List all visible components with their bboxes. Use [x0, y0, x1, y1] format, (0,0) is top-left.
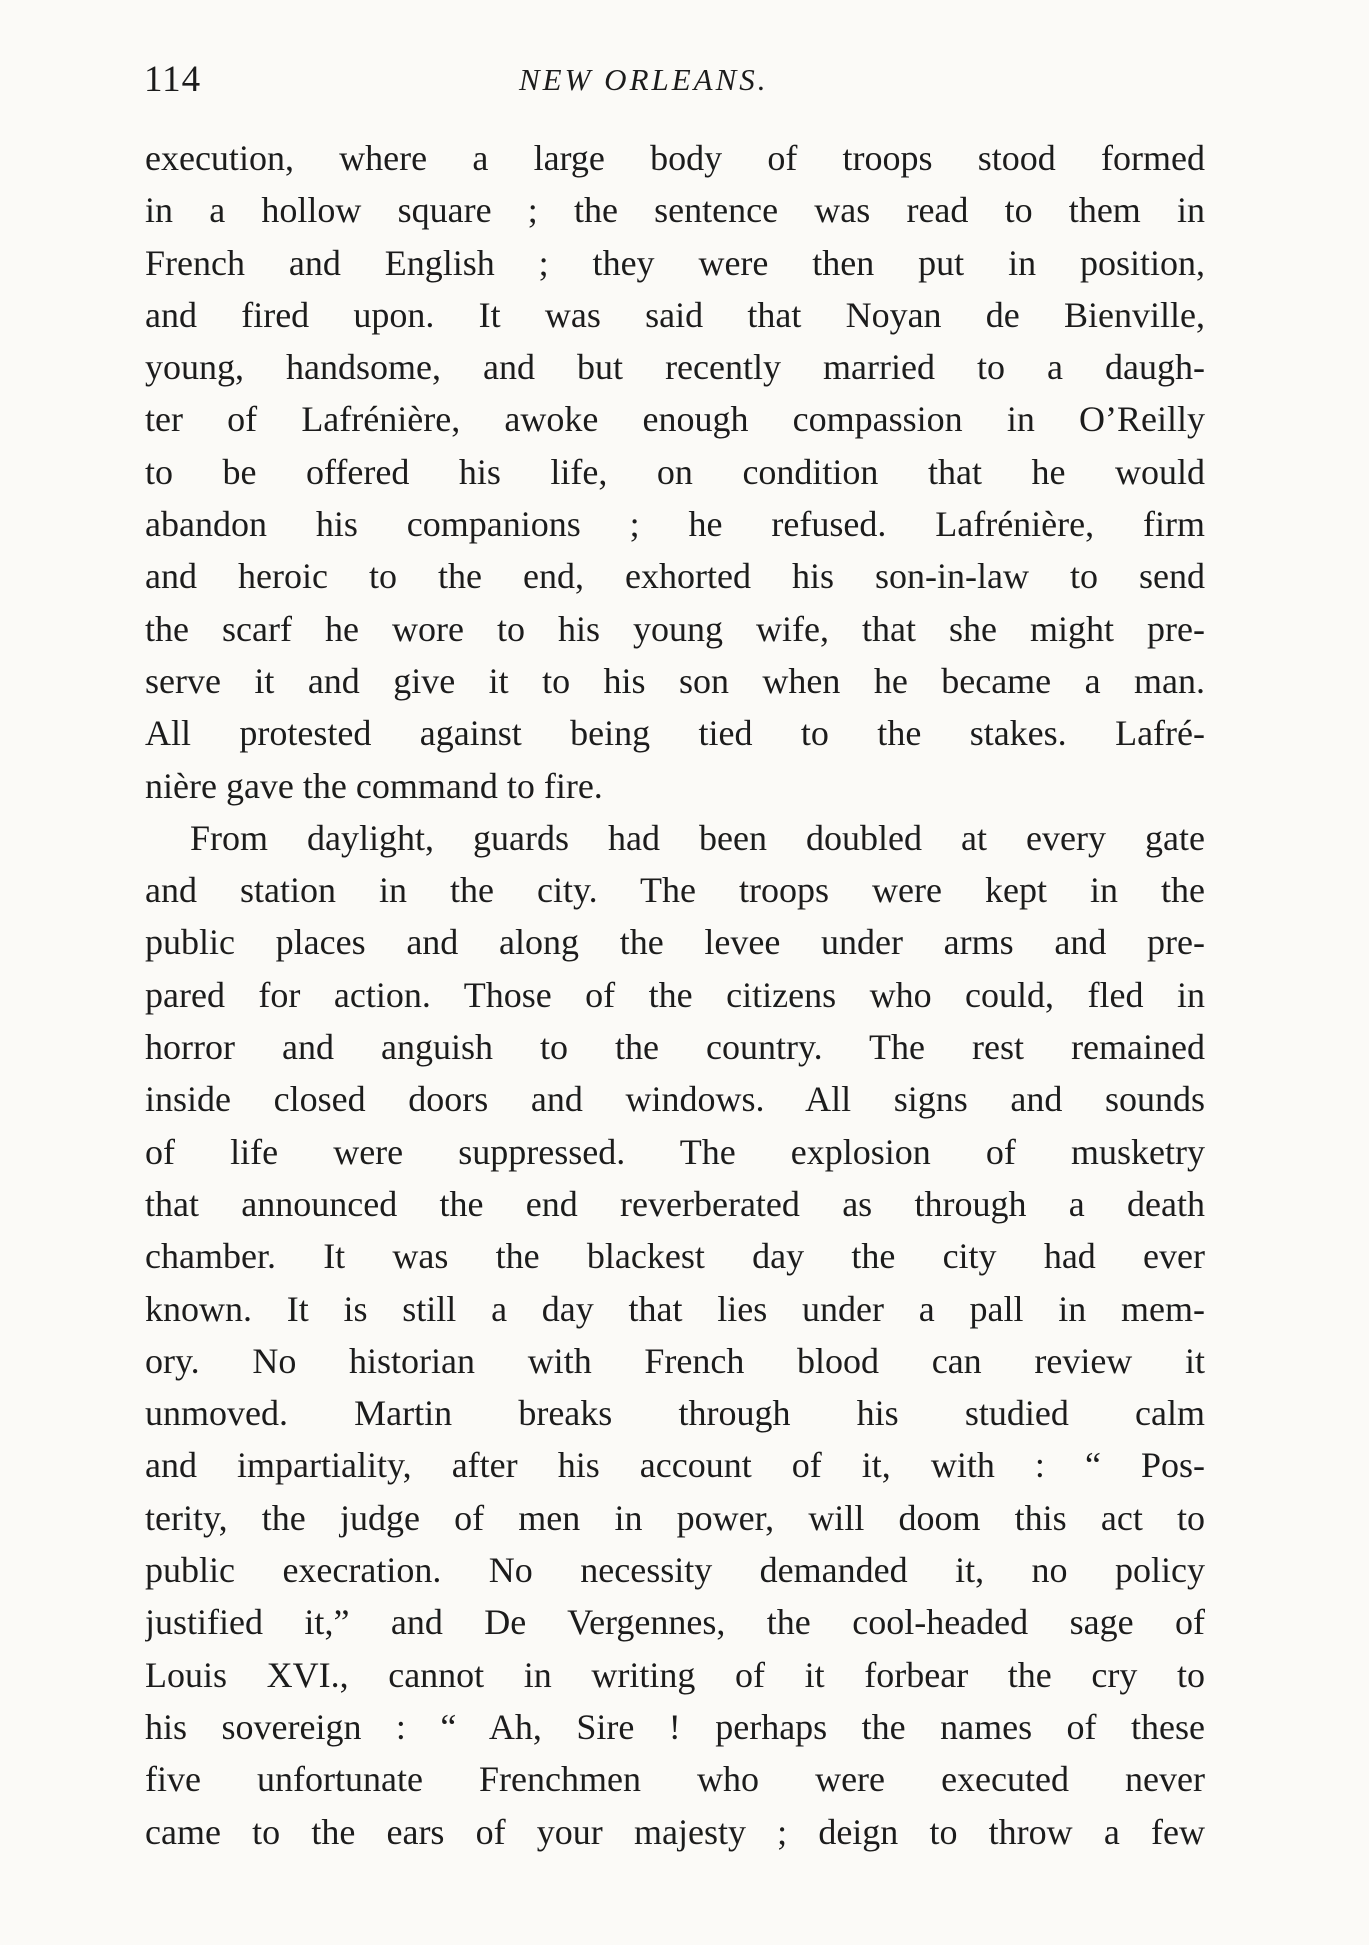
text-line: abandon his companions ; he refused. Lafrénière, firm [145, 504, 1205, 545]
text-line: French and English ; they were then put in position, [145, 242, 1205, 283]
text-line: and heroic to the end, exhorted his son-in-law to send [145, 556, 1205, 597]
text-line: chamber. It was the blackest day the city had ever [145, 1236, 1205, 1277]
text-line: that announced the end reverberated as through a death [145, 1183, 1205, 1224]
text-line: public places and along the levee under arms and pre- [145, 922, 1205, 963]
text-line: and station in the city. The troops were kept in the [145, 870, 1205, 911]
text-line: and fired upon. It was said that Noyan de Bienville, [145, 294, 1205, 335]
text-line: came to the ears of your majesty ; deign to throw a few [145, 1811, 1205, 1852]
text-line: of life were suppressed. The explosion of musketry [145, 1131, 1205, 1172]
text-line: to be offered his life, on condition that he would [145, 451, 1205, 492]
text-line: ter of Lafrénière, awoke enough compassion in O’Reilly [145, 399, 1205, 440]
text-line: ory. No historian with French blood can review it [145, 1340, 1205, 1381]
text-line: the scarf he wore to his young wife, that she might pre- [145, 608, 1205, 649]
text-line: justified it,” and De Vergennes, the cool-headed sage of [145, 1602, 1205, 1643]
text-line: Louis XVI., cannot in writing of it forbear the cry to [145, 1654, 1205, 1695]
text-line: young, handsome, and but recently married to a daugh- [145, 347, 1205, 388]
text-line: serve it and give it to his son when he became a man. [145, 660, 1205, 701]
text-line: inside closed doors and windows. All signs and sounds [145, 1079, 1205, 1120]
running-title: NEW ORLEANS. [519, 62, 769, 97]
text-line: public execration. No necessity demanded it, no policy [145, 1550, 1205, 1591]
text-line: nière gave the command to fire. [145, 765, 603, 806]
text-line: All protested against being tied to the stakes. Lafré- [145, 713, 1205, 754]
text-line: unmoved. Martin breaks through his studied calm [145, 1393, 1205, 1434]
text-line: in a hollow square ; the sentence was read to them in [145, 190, 1205, 231]
paragraph-start-line: From daylight, guards had been doubled at every gate [190, 817, 1205, 858]
text-line: terity, the judge of men in power, will doom this act to [145, 1497, 1205, 1538]
text-line: pared for action. Those of the citizens who could, fled in [145, 974, 1205, 1015]
text-line: known. It is still a day that lies under a pall in mem- [145, 1288, 1205, 1329]
text-line: execution, where a large body of troops stood formed [145, 138, 1205, 178]
text-line: and impartiality, after his account of it, with : “ Pos- [145, 1445, 1205, 1486]
body-text [145, 132, 1205, 1858]
text-line: five unfortunate Frenchmen who were executed never [145, 1759, 1205, 1800]
running-head [144, 52, 1208, 108]
text-line: horror and anguish to the country. The rest remained [145, 1027, 1205, 1068]
page-number: 114 [144, 59, 202, 100]
text-line: his sovereign : “ Ah, Sire ! perhaps the names of these [145, 1706, 1205, 1747]
